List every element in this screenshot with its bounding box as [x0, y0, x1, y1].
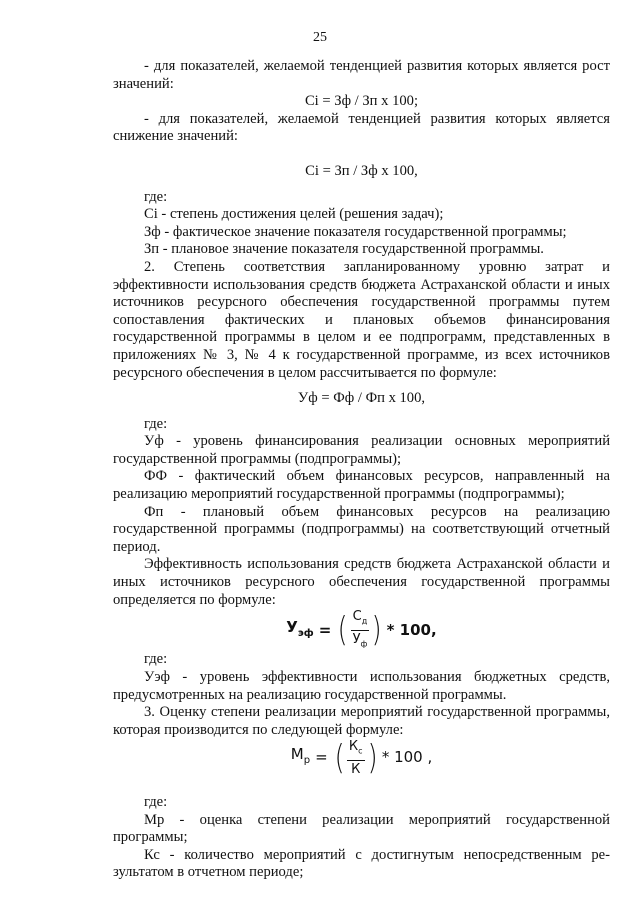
formula-uef-fraction: $\frac{С_д}{У_ф}$: [352, 609, 368, 649]
document-body: [113, 58, 610, 882]
formula-mr-equals: =: [315, 748, 328, 767]
formula-uef-tail: * 100,: [386, 620, 437, 639]
where-label: где:: [144, 651, 168, 668]
definition-fp: Фп - плановый объем финансовых ресурсов на реализацию государственной программы (подпрограммы) на соответствующий отчетный период.: [113, 503, 610, 555]
formula-uef-lhs: $У_{эф}$: [286, 617, 314, 639]
definition-ci: Ci - степень достижения целей (решения задач);: [144, 206, 444, 223]
formula-mr: $М_р$ = ( $\frac{К_с}{К}$ ) * 100 ,: [290, 738, 433, 779]
formula-ci-growth: Ci = Зф / Зп х 100;: [304, 93, 419, 110]
definition-uf: Уф - уровень финансирования реализации основных мероприятий государственной программы (подпрограммы);: [113, 433, 610, 467]
definition-mr: Мр - оценка степени реализации мероприятий государственной программы;: [113, 811, 610, 846]
definition-uef: Уэф - уровень эффективности использования бюджетных средств, предусмотренных на реализацию государственной программы.: [113, 669, 610, 703]
where-label: где:: [144, 415, 168, 432]
paragraph-decrease: - для показателей, желаемой тенденцией развития которых является снижение значений:: [113, 110, 610, 145]
definition-kc: Кс - количество мероприятий с достигнутым непосредственным ре- зультатом в отчетном периоде;: [113, 846, 610, 881]
where-label: где:: [144, 793, 168, 810]
formula-ci-decrease: Ci = Зп / Зф х 100,: [305, 162, 418, 179]
formula-mr-lhs: $М_р$: [290, 745, 311, 767]
paragraph-item-2: 2. Степень соответствия запланированному уровню затрат и эффективности использования средств бюджета Астраханской области и иных источников ресурсного обеспечения государственной программы путем сопоставления фактических и плановых объемов финансирования государственной программы в целом и ее подпрограмм, представленных в приложениях № 3, № 4 к государственной программе, из всех источников ресурсного обеспечения в целом рассчитывается по формуле:: [113, 258, 610, 381]
formula-uef-equals: =: [318, 620, 332, 639]
formula-uf: Уф = Фф / Фп х 100,: [297, 390, 426, 407]
definition-zp: Зп - плановое значение показателя государственной программы.: [144, 241, 544, 258]
definition-ff: ФФ - фактический объем финансовых ресурсов, направленный на реализацию мероприятий государственной программы (подпрограммы);: [113, 468, 610, 503]
page-number: 25: [313, 30, 327, 45]
formula-mr-fraction: $\frac{К_с}{К}$: [348, 739, 363, 777]
paragraph-growth: - для показателей, желаемой тенденцией развития которых является рост значений:: [113, 58, 610, 92]
formula-uef: $У_{эф}$ = ( $\frac{С_д}{У_ф}$ ) * 100,: [286, 609, 437, 651]
paragraph-efficiency: Эффективность использования средств бюджета Астраханской области и иных источников ресурсного обеспечения государственной программы определяется по формуле:: [113, 556, 610, 608]
formula-mr-tail: * 100 ,: [381, 748, 433, 767]
paragraph-item-3: 3. Оценку степени реализации мероприятий государственной программы, которая производится по следующей формуле:: [113, 704, 610, 738]
where-label: где:: [144, 188, 168, 205]
definition-zf: Зф - фактическое значение показателя государственной программы;: [144, 223, 567, 240]
